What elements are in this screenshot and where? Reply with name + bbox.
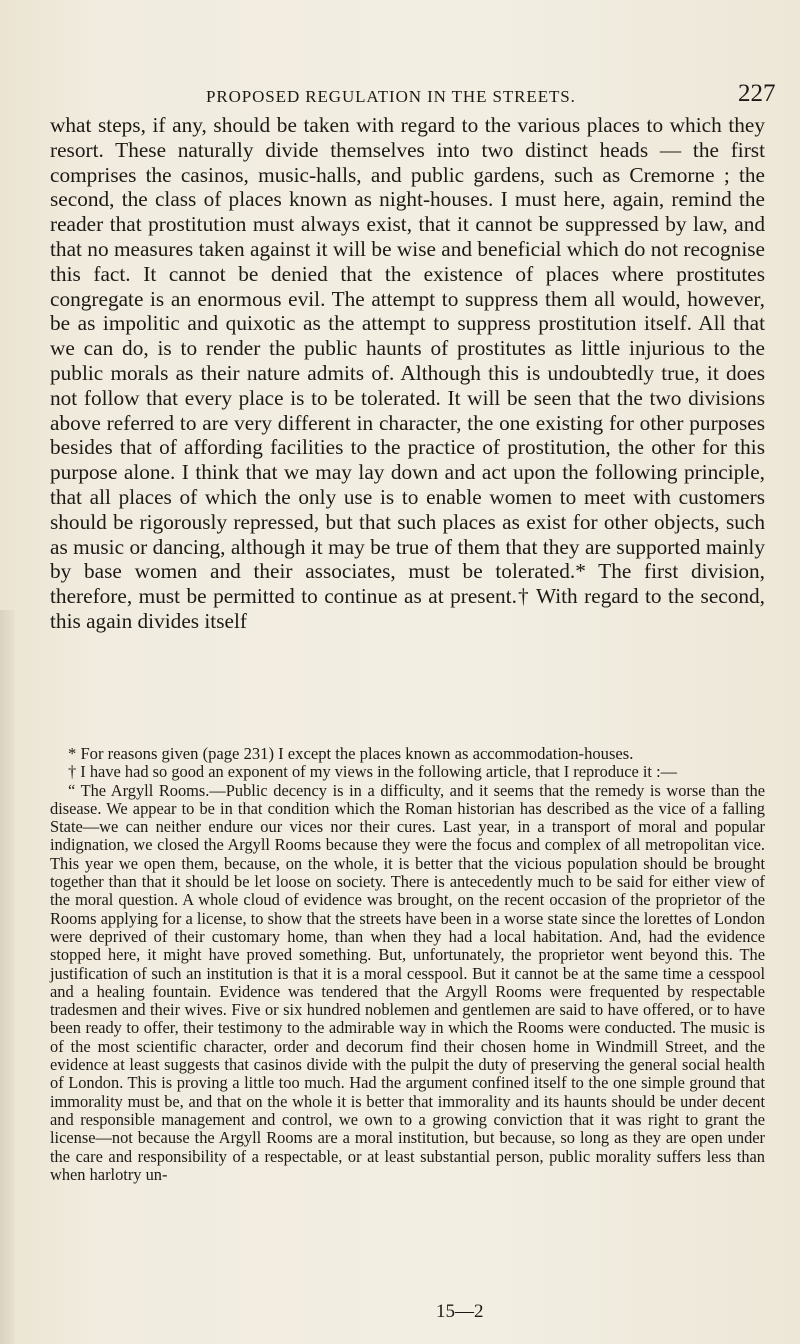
page-gutter-shadow (0, 610, 14, 1344)
running-header: PROPOSED REGULATION IN THE STREETS. (206, 87, 576, 106)
footnote-asterisk: * For reasons given (page 231) I except the places known as accommodation-houses. (68, 744, 634, 763)
footnote-dagger: † I have had so good an exponent of my views in the following article, that I reproduce it :— (68, 762, 678, 782)
main-text (50, 113, 765, 634)
footnote-quoted-article: “ The Argyll Rooms.—Public decency is in a difficulty, and it seems that the remedy is worse than the disease. We appear to be in that condition which the Roman historian has described as the vice of a falling State—we can neither endure our vices nor their cures. Last year, in a transport of moral and popular indignation, we closed the Argyll Rooms because they were the focus and complex of all metropolitan vice. This year we open them, because, on the whole, it is better that the vicious population should be brought together than that it should be let loose on society. There is antecedently much to be said for either view of the moral question. A whole cloud of evidence was brought, on the recent occasion of the proprietor of the Rooms applying for a license, to show that the streets have been in a worse state since the lorettes of London were deprived of their customary home, than when they had a local habitation. And, had the evidence stopped here, it might have proved something. But, unfortunately, the proprietor went beyond this. The justification of such an institution is that it is a moral cesspool. But it cannot be at the same time a cesspool and a healing fountain. Evidence was tendered that the Argyll Rooms were frequented by respectable tradesmen and their wives. Five or six hundred noblemen and gentlemen are said to have offered, or to have been ready to offer, their testimony to the admirable way in which the Rooms were conducted. The music is of the most scientific character, order and decorum find their chosen home in Windmill Street, and the evidence at least suggests that casinos divide with the pulpit the duty of preserving the general social health of London. This is proving a little too much. Had the argument confined itself to the one simple ground that immorality must be, and that on the whole it is better that immorality and its haunts should be under decent and responsible management and control, we own to a growing conviction that it was right to grant the license—not because the Argyll Rooms are a moral institution, but because, so long as they are open under the care and responsibility of a respectable, or at least substantial person, public morality suffers less than when harlotry un- (50, 780, 765, 1184)
body-paragraph: what steps, if any, should be taken with regard to the various places to which they resort. These naturally divide themselves into two distinct heads — the first comprises the casinos, music-halls, and public gardens, such as Cremorne ; the second, the class of places known as night-houses. I must here, again, remind the reader that prostitution must always exist, that it cannot be suppressed by law, and that no measures taken against it will be wise and beneficial which do not recognise this fact. It cannot be denied that the existence of places where prostitutes congregate is an enormous evil. The attempt to suppress them all would, however, be as impolitic and quixotic as the attempt to suppress prostitution itself. All that we can do, is to render the public haunts of prostitutes as little injurious to the public morals as their nature admits of. Although this is undoubtedly true, it does not follow that every place is to be tolerated. It will be seen that the two divisions above referred to are very different in character, the one existing for other purposes besides that of affording facilities to the practice of prostitution, the other for this purpose alone. I think that we may lay down and act upon the following principle, that all places of which the only use is to enable women to meet with customers should be rigorously repressed, but that such places as exist for other objects, such as music or dancing, although it may be true of them that they are supported mainly by base women and their associates, must be tolerated.* The first division, therefore, must be permitted to continue as at present.† With regard to the second, this again divides itself (50, 113, 765, 633)
printer-signature-mark: 15—2 (436, 1301, 484, 1322)
footnotes (50, 745, 765, 1184)
page-number: 227 (738, 80, 776, 107)
